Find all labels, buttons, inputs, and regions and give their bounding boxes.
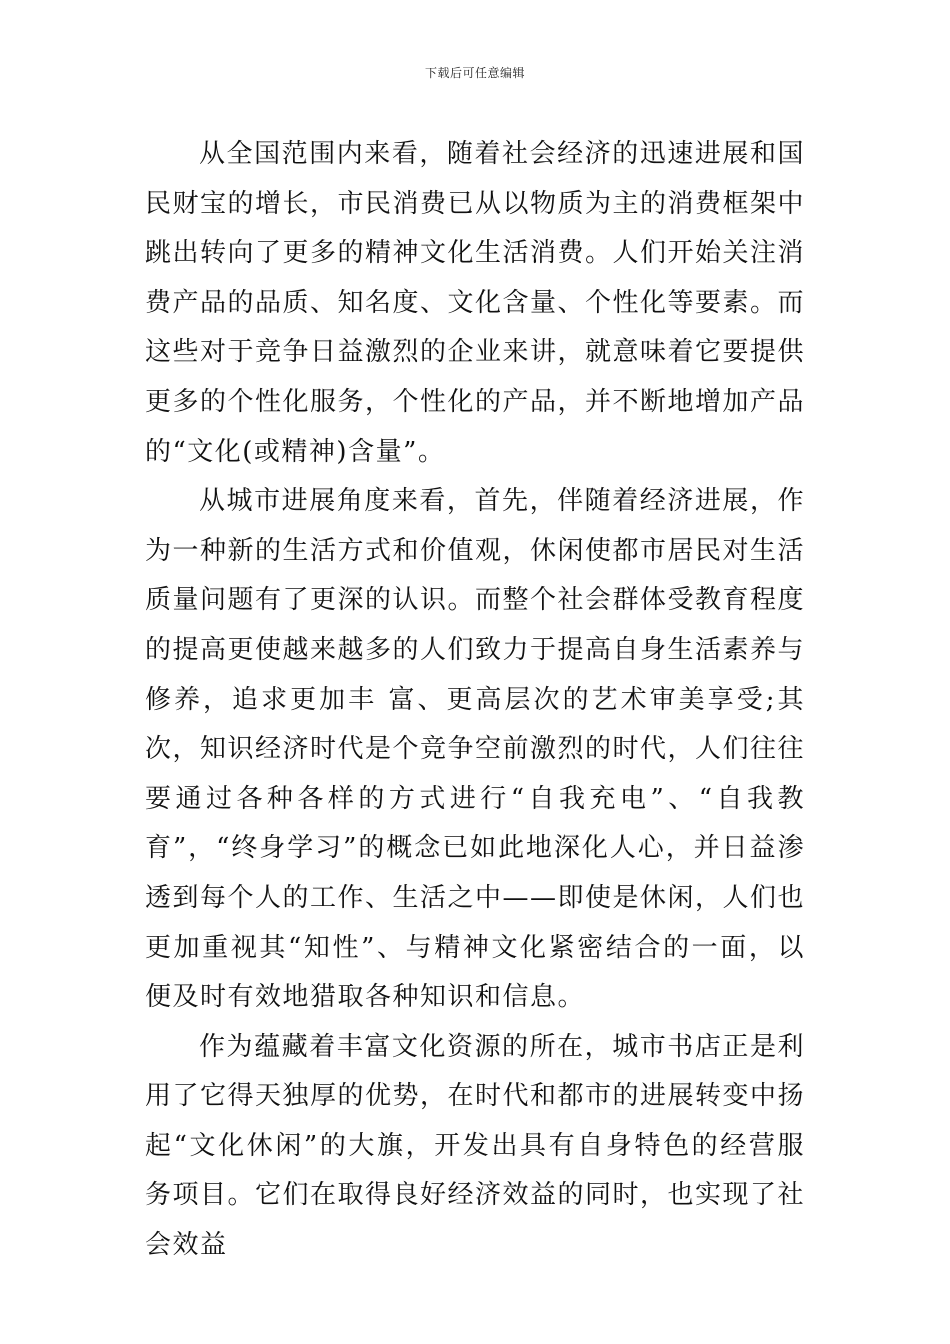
document-body (145, 130, 805, 1271)
paragraph-2: 从城市进展角度来看，首先，伴随着经济进展，作为一种新的生活方式和价值观，休闲使都市居民对生活质量问题有了更深的认识。而整个社会群体受教育程度的提高更使越来越多的人们致力于提高自身生活素养与修养，追求更加丰 富、更高层次的艺术审美享受;其次，知识经济时代是个竞争空前激烈的时代，人们往往要通过各种各样的方式进行“自我充电”、“自我教育”，“终身学习”的概念已如此地深化人心，并日益渗透到每个人的工作、生活之中——即使是休闲，人们也更加重视其“知性”、与精神文化紧密结合的一面，以便及时有效地猎取各种知识和信息。 (145, 486, 806, 1013)
paragraph-1: 从全国范围内来看，随着社会经济的迅速进展和国民财宝的增长，市民消费已从以物质为主的消费框架中跳出转向了更多的精神文化生活消费。人们开始关注消费产品的品质、知名度、文化含量、个性化等要素。而这些对于竞争日益激烈的企业来讲，就意味着它要提供更多的个性化服务，个性化的产品，并不断地增加产品的“文化(或精神)含量”。 (145, 139, 806, 467)
paragraph-3: 作为蕴藏着丰富文化资源的所在，城市书店正是利用了它得天独厚的优势，在时代和都市的进展转变中扬起“文化休闲”的大旗，开发出具有自身特色的经营服务项目。它们在取得良好经济效益的同时，也实现了社会效益 (145, 1031, 806, 1261)
page-header: 下载后可任意编辑 (424, 66, 525, 80)
